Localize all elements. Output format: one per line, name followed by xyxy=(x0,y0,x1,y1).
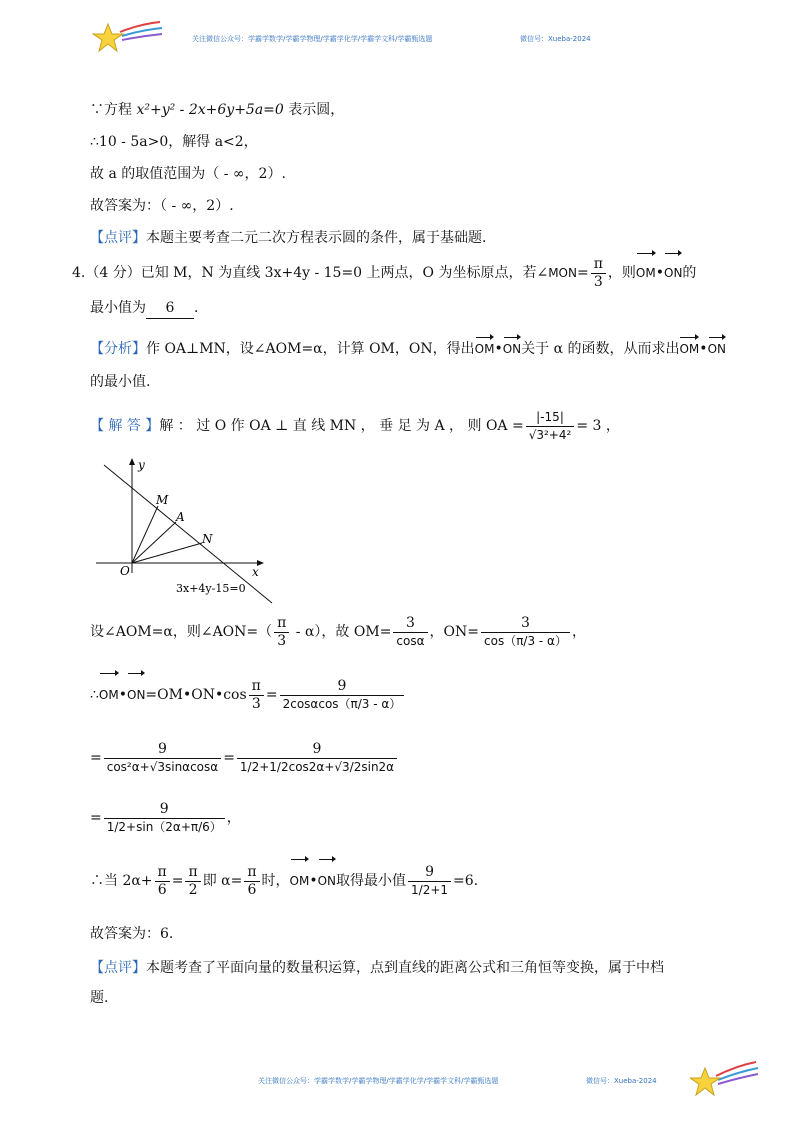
prev-review: 【点评】本题主要考查二元二次方程表示圆的条件，属于基础题. xyxy=(90,230,487,246)
set-line: 设∠AOM=α，则∠AON=（ $\frac{\pi}{3}$ - α），故 OM= $\frac{3}{\cos\alpha}$ ，ON= $\frac{3}{\cos(\pi/3 - \alpha)}$ ， xyxy=(90,614,586,649)
label-a: A xyxy=(176,510,185,524)
star-logo-footer-icon xyxy=(690,1060,760,1100)
segment-om xyxy=(132,506,158,563)
label-m: M xyxy=(156,493,169,507)
y-arrow xyxy=(129,458,135,465)
prev-line-1: ∵方程 x²+y² - 2x+6y+5a=0 表示圆， xyxy=(90,102,345,118)
review-tag: 【点评】 xyxy=(90,230,146,246)
analysis-line-2: 的最小值. xyxy=(90,374,151,390)
answer-blank: 6 xyxy=(146,298,194,319)
footer-text: 关注微信公众号：学霸学数学/学霸学物理/学霸学化学/学霸学文科/学霸甄选题 xyxy=(258,1077,499,1085)
step-2: = $\frac{9}{\text{cos²α+√3sinαcosα}}$ = $\frac{9}{1/2+1/2\cos 2\alpha+√3/2\sin 2\alpha}$ xyxy=(90,738,399,778)
label-x: x xyxy=(252,565,259,579)
solution-line: 【 解 答 】解 ： 过 O 作 OA ⊥ 直 线 MN ， 垂 足 为 A ， 则 OA = $\frac{|-15|}{\text{√3²+4²}}$ = 3 ， xyxy=(90,409,620,442)
analysis-line-1: 【分析】作 OA⊥MN，设∠AOM=α，计算 OM，ON，得出OM•ON关于 α 的函数，从而求出OM•ON xyxy=(90,336,726,359)
label-y: y xyxy=(138,458,145,472)
step-1: ∴OM•ON=OM•ON•cos $\frac{\pi}{3}$ = $\frac{9}{2\cos\alpha\cos(\pi/3 - \alpha)}$ xyxy=(90,672,406,715)
question-4-min: 最小值为 6 . xyxy=(90,298,198,319)
footer-wechat: 微信号：Xueba-2024 xyxy=(586,1077,657,1085)
question-4-stem: 4.（4 分）已知 M，N 为直线 3x+4y - 15=0 上两点，O 为坐标原点，若∠MON= $\frac{\pi}{3}$ ，则OM•ON的 xyxy=(72,252,696,291)
review-line-2: 题. xyxy=(90,990,109,1006)
coordinate-figure xyxy=(92,455,282,605)
prev-line-2: ∴10 - 5a>0，解得 a<2， xyxy=(90,134,258,150)
prev-line-3: 故 a 的取值范围为（ - ∞，2）. xyxy=(90,166,286,182)
header-text: 关注微信公众号：学霸学数学/学霸学物理/学霸学化学/学霸学文科/学霸甄选题 xyxy=(192,35,433,43)
label-o: O xyxy=(120,564,130,578)
line-label: 3x+4y-15=0 xyxy=(176,582,246,595)
final-answer: 故答案为：6. xyxy=(90,926,174,942)
step-4: ∴当 2α+ $\frac{\pi}{6}$ = $\frac{\pi}{2}$ 即 α= $\frac{\pi}{6}$ 时，OM•ON取得最小值 $\frac{9}{1/2+1}$ =6. xyxy=(90,858,478,901)
star-logo-icon xyxy=(92,18,164,58)
review-line-1: 【点评】本题考查了平面向量的数量积运算，点到直线的距离公式和三角恒等变换，属于中档 xyxy=(90,960,664,976)
step-3: = $\frac{9}{1/2+\sin(2\alpha+\pi/6)}$ ， xyxy=(90,800,241,834)
label-n: N xyxy=(202,532,213,546)
header-wechat: 微信号：Xueba-2024 xyxy=(520,35,591,43)
prev-line-4: 故答案为：（ - ∞，2）. xyxy=(90,198,234,214)
